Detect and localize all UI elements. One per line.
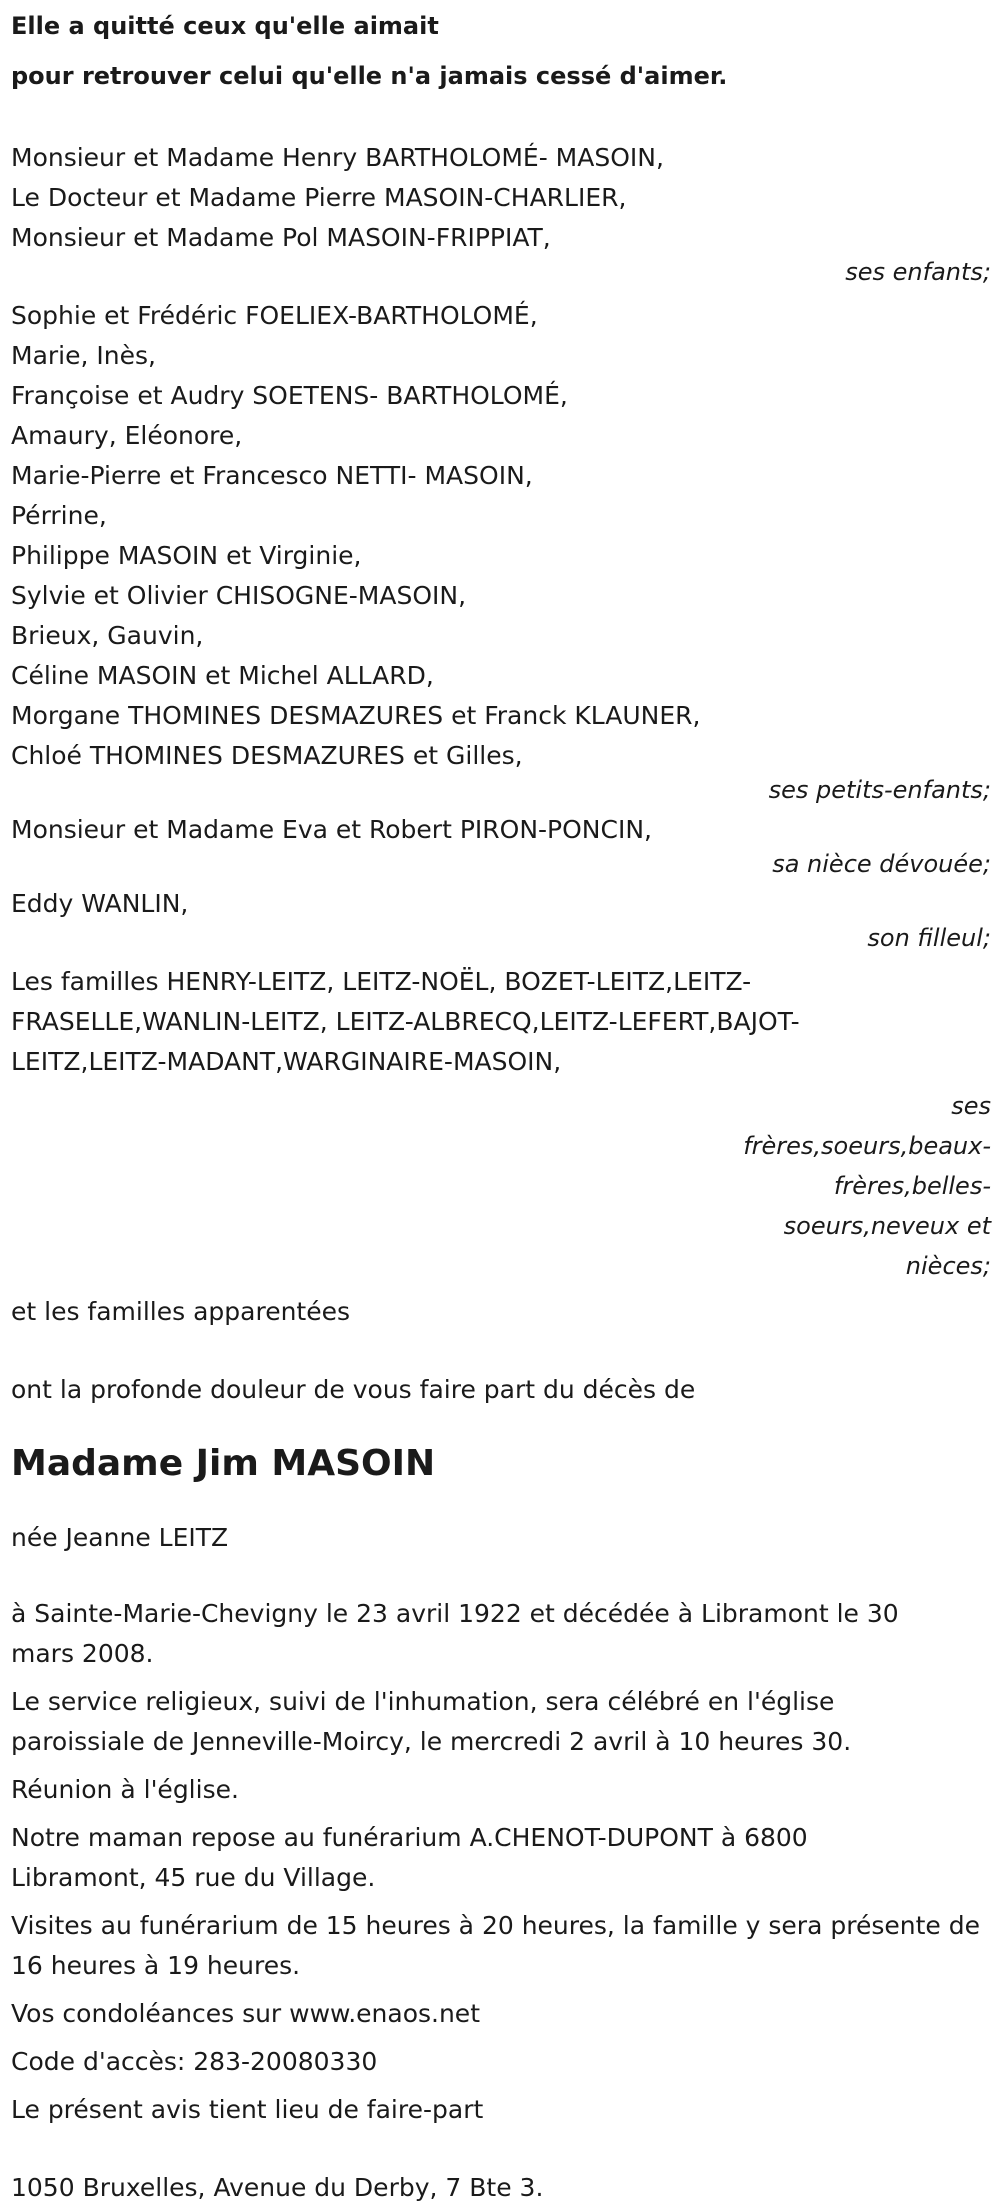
godson-entry: Eddy WANLIN,	[11, 889, 189, 918]
niece-role: sa nièce dévouée;	[772, 850, 991, 878]
list-item: Céline MASOIN et Michel ALLARD,	[11, 661, 434, 690]
list-item: Sylvie et Olivier CHISOGNE-MASOIN,	[11, 581, 467, 610]
list-item: Françoise et Audry SOETENS- BARTHOLOMÉ,	[11, 381, 568, 410]
list-item: Le Docteur et Madame Pierre MASOIN-CHARLIER,	[11, 183, 627, 212]
access-code: Code d'accès: 283-20080330	[11, 2047, 378, 2076]
families-role-line: nièces;	[905, 1252, 991, 1280]
list-item: Monsieur et Madame Henry BARTHOLOMÉ- MASOIN,	[11, 143, 664, 172]
families-role-line: frères,soeurs,beaux-	[743, 1132, 991, 1160]
list-item: Pérrine,	[11, 501, 107, 530]
list-item: FRASELLE,WANLIN-LEITZ, LEITZ-ALBRECQ,LEITZ-LEFERT,BAJOT-	[11, 1007, 800, 1036]
list-item: Monsieur et Madame Pol MASOIN-FRIPPIAT,	[11, 223, 551, 252]
epitaph-line-1: Elle a quitté ceux qu'elle aimait	[11, 12, 439, 40]
families-role	[11, 1086, 991, 1286]
list-item: Marie, Inès,	[11, 341, 156, 370]
list-item: LEITZ,LEITZ-MADANT,WARGINAIRE-MASOIN,	[11, 1047, 562, 1076]
deceased-name: Madame Jim MASOIN	[11, 1443, 436, 1484]
families-role-line: soeurs,neveux et	[783, 1212, 991, 1240]
announcement: ont la profonde douleur de vous faire part du décès de	[11, 1375, 696, 1404]
list-item: Philippe MASOIN et Virginie,	[11, 541, 362, 570]
condolences-link: Vos condoléances sur www.enaos.net	[11, 1999, 480, 2028]
list-item: Brieux, Gauvin,	[11, 621, 204, 650]
families-role-line: frères,belles-	[833, 1172, 991, 1200]
birth-death-details: à Sainte-Marie-Chevigny le 23 avril 1922 et décédée à Libramont le 30 mars 2008.	[11, 1599, 899, 1668]
address: 1050 Bruxelles, Avenue du Derby, 7 Bte 3.	[11, 2173, 544, 2202]
meeting-details: Réunion à l'église.	[11, 1775, 239, 1804]
funeral-home-details: Notre maman repose au funérarium A.CHENOT-DUPONT à 6800 Libramont, 45 rue du Village.	[11, 1823, 808, 1892]
godson-role: son filleul;	[867, 924, 991, 952]
notice-statement: Le présent avis tient lieu de faire-part	[11, 2095, 484, 2124]
grandchildren-list	[11, 296, 990, 776]
list-item: Marie-Pierre et Francesco NETTI- MASOIN,	[11, 461, 533, 490]
related-families: et les familles apparentées	[11, 1297, 351, 1326]
families-list	[11, 962, 990, 1082]
list-item: Morgane THOMINES DESMAZURES et Franck KLAUNER,	[11, 701, 701, 730]
children-list	[11, 138, 990, 258]
visiting-hours: Visites au funérarium de 15 heures à 20 heures, la famille y sera présente de 16 heures à 19 heures.	[11, 1911, 980, 1980]
maiden-name: née Jeanne LEITZ	[11, 1523, 229, 1552]
niece-entry: Monsieur et Madame Eva et Robert PIRON-PONCIN,	[11, 815, 652, 844]
epitaph-line-2: pour retrouver celui qu'elle n'a jamais cessé d'aimer.	[11, 62, 728, 90]
list-item: Sophie et Frédéric FOELIEX-BARTHOLOMÉ,	[11, 301, 538, 330]
list-item: Les familles HENRY-LEITZ, LEITZ-NOËL, BOZET-LEITZ,LEITZ-	[11, 967, 752, 996]
families-role-line: ses	[951, 1092, 991, 1120]
grandchildren-role: ses petits-enfants;	[768, 776, 991, 804]
list-item: Amaury, Eléonore,	[11, 421, 243, 450]
children-role: ses enfants;	[845, 258, 991, 286]
service-details: Le service religieux, suivi de l'inhumation, sera célébré en l'église paroissiale de Jenneville-Moircy, le mercredi 2 avril à 10 heures 30.	[11, 1687, 852, 1756]
list-item: Chloé THOMINES DESMAZURES et Gilles,	[11, 741, 523, 770]
